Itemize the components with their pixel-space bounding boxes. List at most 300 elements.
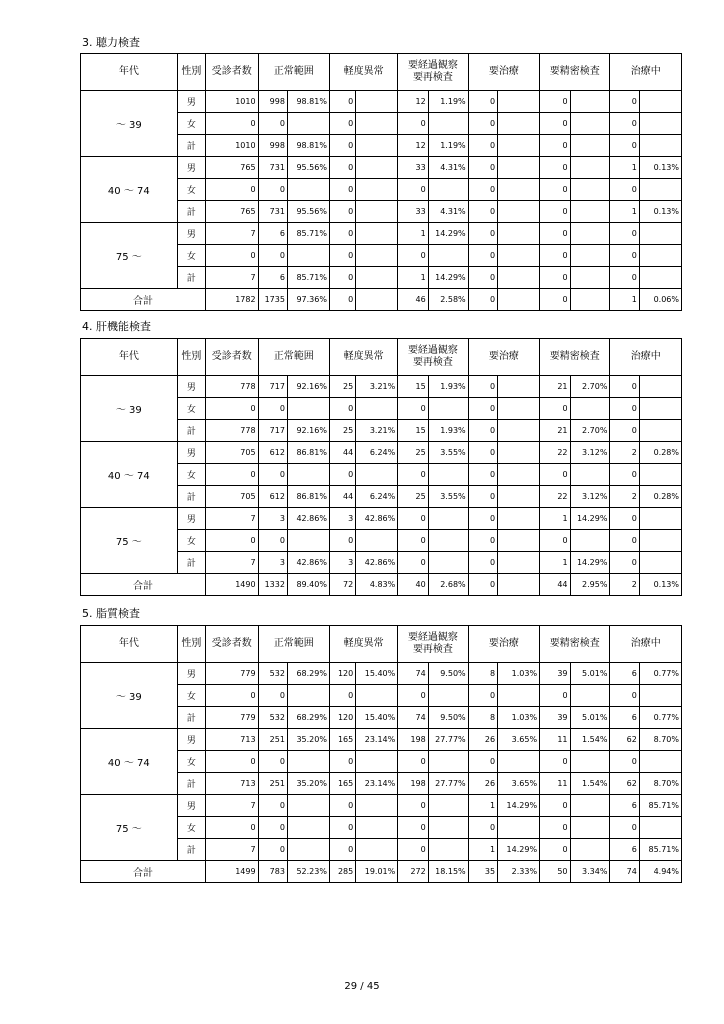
examinee-count-cell: 705 [206, 442, 259, 464]
percent-cell [428, 113, 468, 135]
percent-cell: 1.19% [428, 91, 468, 113]
count-cell: 6 [610, 707, 639, 729]
count-cell: 39 [540, 663, 570, 685]
percent-cell [570, 91, 610, 113]
percent-cell [498, 376, 540, 398]
count-cell: 198 [398, 729, 428, 751]
examinee-count-cell: 0 [206, 113, 259, 135]
count-cell: 15 [398, 376, 428, 398]
count-cell: 198 [398, 773, 428, 795]
count-cell: 0 [329, 245, 355, 267]
age-group-cell: ～ 39 [81, 376, 178, 442]
percent-cell [356, 464, 398, 486]
percent-cell [570, 398, 610, 420]
table-section [80, 625, 682, 883]
count-cell: 612 [258, 486, 287, 508]
examinee-count-cell: 765 [206, 157, 259, 179]
count-cell: 0 [258, 245, 287, 267]
count-cell: 0 [540, 398, 570, 420]
count-cell: 0 [398, 839, 428, 861]
percent-cell [498, 267, 540, 289]
age-group-cell: 40 ～ 74 [81, 157, 178, 223]
count-cell: 8 [468, 707, 497, 729]
percent-cell [570, 223, 610, 245]
percent-cell [428, 795, 468, 817]
percent-cell [428, 508, 468, 530]
count-cell: 0 [540, 289, 570, 311]
count-cell: 612 [258, 442, 287, 464]
percent-cell [570, 530, 610, 552]
count-cell: 0 [468, 245, 497, 267]
count-cell: 0 [329, 91, 355, 113]
count-cell: 1 [468, 839, 497, 861]
percent-cell [639, 135, 681, 157]
count-cell: 39 [540, 707, 570, 729]
percent-cell: 3.65% [498, 773, 540, 795]
count-cell: 731 [258, 157, 287, 179]
count-cell: 1 [540, 552, 570, 574]
sex-cell: 男 [177, 442, 205, 464]
examinee-count-cell: 778 [206, 420, 259, 442]
count-cell: 0 [468, 530, 497, 552]
percent-cell [356, 751, 398, 773]
count-cell: 0 [398, 751, 428, 773]
count-cell: 0 [540, 135, 570, 157]
percent-cell: 1.19% [428, 135, 468, 157]
count-cell: 0 [258, 795, 287, 817]
column-header: 年代 [81, 339, 178, 376]
sex-cell: 計 [177, 420, 205, 442]
count-cell: 74 [398, 663, 428, 685]
percent-cell [498, 113, 540, 135]
percent-cell: 1.93% [428, 376, 468, 398]
percent-cell: 1.03% [498, 707, 540, 729]
sex-cell: 男 [177, 508, 205, 530]
count-cell: 25 [398, 442, 428, 464]
column-header: 軽度異常 [329, 339, 397, 376]
count-cell: 0 [610, 508, 639, 530]
total-row [81, 574, 682, 596]
count-cell: 0 [329, 201, 355, 223]
percent-cell [639, 817, 681, 839]
count-cell: 25 [329, 376, 355, 398]
sex-cell: 女 [177, 113, 205, 135]
percent-cell: 85.71% [287, 267, 329, 289]
count-cell: 165 [329, 729, 355, 751]
count-cell: 26 [468, 729, 497, 751]
results-table [80, 338, 682, 596]
examinee-count-cell: 0 [206, 398, 259, 420]
percent-cell: 42.86% [287, 552, 329, 574]
count-cell: 2 [610, 486, 639, 508]
percent-cell [498, 442, 540, 464]
percent-cell [428, 530, 468, 552]
percent-cell [287, 839, 329, 861]
sex-cell: 女 [177, 464, 205, 486]
percent-cell: 2.33% [498, 861, 540, 883]
percent-cell: 0.28% [639, 442, 681, 464]
percent-cell [356, 267, 398, 289]
percent-cell: 85.71% [639, 839, 681, 861]
count-cell: 0 [540, 795, 570, 817]
count-cell: 21 [540, 376, 570, 398]
percent-cell: 92.16% [287, 420, 329, 442]
percent-cell [570, 817, 610, 839]
percent-cell [498, 223, 540, 245]
examinee-count-cell: 7 [206, 267, 259, 289]
table-row [81, 223, 682, 245]
sex-cell: 計 [177, 839, 205, 861]
percent-cell [498, 245, 540, 267]
examinee-count-cell: 779 [206, 663, 259, 685]
sex-cell: 女 [177, 751, 205, 773]
count-cell: 6 [258, 267, 287, 289]
percent-cell [570, 289, 610, 311]
percent-cell [356, 201, 398, 223]
percent-cell: 2.70% [570, 420, 610, 442]
count-cell: 11 [540, 729, 570, 751]
count-cell: 0 [468, 267, 497, 289]
percent-cell: 4.94% [639, 861, 681, 883]
count-cell: 0 [540, 157, 570, 179]
percent-cell [498, 464, 540, 486]
percent-cell: 3.21% [356, 376, 398, 398]
column-header: 正常範囲 [258, 339, 329, 376]
examinee-count-cell: 7 [206, 508, 259, 530]
percent-cell [498, 157, 540, 179]
count-cell: 44 [329, 486, 355, 508]
count-cell: 35 [468, 861, 497, 883]
examinee-count-cell: 0 [206, 464, 259, 486]
count-cell: 0 [398, 552, 428, 574]
count-cell: 0 [610, 817, 639, 839]
count-cell: 0 [468, 398, 497, 420]
examinee-count-cell: 713 [206, 773, 259, 795]
percent-cell [639, 508, 681, 530]
percent-cell: 14.29% [428, 267, 468, 289]
percent-cell: 27.77% [428, 729, 468, 751]
count-cell: 0 [540, 201, 570, 223]
percent-cell [570, 267, 610, 289]
percent-cell [570, 245, 610, 267]
results-table [80, 625, 682, 883]
count-cell: 251 [258, 773, 287, 795]
percent-cell [639, 223, 681, 245]
table-header-row [81, 626, 682, 663]
count-cell: 731 [258, 201, 287, 223]
sex-cell: 男 [177, 91, 205, 113]
percent-cell [498, 685, 540, 707]
count-cell: 0 [468, 157, 497, 179]
percent-cell [570, 685, 610, 707]
percent-cell: 14.29% [498, 839, 540, 861]
percent-cell [287, 245, 329, 267]
count-cell: 11 [540, 773, 570, 795]
count-cell: 6 [610, 839, 639, 861]
table-row [81, 91, 682, 113]
percent-cell [570, 839, 610, 861]
count-cell: 0 [468, 486, 497, 508]
count-cell: 22 [540, 486, 570, 508]
percent-cell: 15.40% [356, 707, 398, 729]
examinee-count-cell: 713 [206, 729, 259, 751]
count-cell: 532 [258, 663, 287, 685]
count-cell: 0 [329, 289, 355, 311]
count-cell: 1 [610, 201, 639, 223]
percent-cell [287, 685, 329, 707]
count-cell: 25 [329, 420, 355, 442]
count-cell: 26 [468, 773, 497, 795]
count-cell: 0 [329, 685, 355, 707]
count-cell: 285 [329, 861, 355, 883]
percent-cell [287, 817, 329, 839]
sex-cell: 男 [177, 729, 205, 751]
percent-cell: 19.01% [356, 861, 398, 883]
percent-cell [639, 685, 681, 707]
percent-cell [356, 795, 398, 817]
count-cell: 44 [540, 574, 570, 596]
column-header: 要治療 [468, 339, 539, 376]
count-cell: 50 [540, 861, 570, 883]
count-cell: 0 [398, 245, 428, 267]
count-cell: 0 [329, 839, 355, 861]
count-cell: 0 [468, 817, 497, 839]
count-cell: 0 [540, 223, 570, 245]
count-cell: 0 [610, 530, 639, 552]
count-cell: 0 [329, 398, 355, 420]
count-cell: 0 [610, 398, 639, 420]
percent-cell [356, 157, 398, 179]
count-cell: 0 [398, 179, 428, 201]
column-header: 年代 [81, 626, 178, 663]
count-cell: 0 [258, 839, 287, 861]
percent-cell [639, 91, 681, 113]
examinee-count-cell: 0 [206, 685, 259, 707]
count-cell: 0 [610, 751, 639, 773]
total-row [81, 289, 682, 311]
count-cell: 0 [258, 817, 287, 839]
count-cell: 1 [398, 223, 428, 245]
percent-cell: 92.16% [287, 376, 329, 398]
percent-cell: 15.40% [356, 663, 398, 685]
sex-cell: 女 [177, 530, 205, 552]
percent-cell: 42.86% [356, 552, 398, 574]
count-cell: 0 [468, 201, 497, 223]
count-cell: 0 [398, 464, 428, 486]
count-cell: 40 [398, 574, 428, 596]
count-cell: 0 [258, 751, 287, 773]
percent-cell [428, 398, 468, 420]
column-header: 性別 [177, 54, 205, 91]
percent-cell: 0.13% [639, 574, 681, 596]
count-cell: 22 [540, 442, 570, 464]
examinee-count-cell: 1490 [206, 574, 259, 596]
count-cell: 62 [610, 773, 639, 795]
count-cell: 0 [329, 464, 355, 486]
count-cell: 0 [610, 91, 639, 113]
total-row [81, 861, 682, 883]
examinee-count-cell: 765 [206, 201, 259, 223]
age-group-cell: 75 ～ [81, 795, 178, 861]
percent-cell [639, 113, 681, 135]
count-cell: 0 [398, 817, 428, 839]
count-cell: 0 [610, 420, 639, 442]
percent-cell [570, 179, 610, 201]
column-header: 治療中 [610, 626, 682, 663]
count-cell: 0 [468, 113, 497, 135]
column-header: 治療中 [610, 339, 682, 376]
table-row [81, 442, 682, 464]
section-title: 3. 聴力検査 [82, 36, 140, 49]
percent-cell [498, 135, 540, 157]
count-cell: 0 [468, 442, 497, 464]
count-cell: 0 [468, 289, 497, 311]
percent-cell: 27.77% [428, 773, 468, 795]
percent-cell [356, 817, 398, 839]
count-cell: 2 [610, 574, 639, 596]
percent-cell [639, 267, 681, 289]
sex-cell: 男 [177, 795, 205, 817]
percent-cell [428, 751, 468, 773]
count-cell: 25 [398, 486, 428, 508]
count-cell: 0 [468, 91, 497, 113]
percent-cell [428, 817, 468, 839]
percent-cell [498, 552, 540, 574]
percent-cell: 14.29% [570, 552, 610, 574]
count-cell: 3 [258, 552, 287, 574]
percent-cell [287, 113, 329, 135]
age-group-cell: 40 ～ 74 [81, 442, 178, 508]
percent-cell [498, 817, 540, 839]
percent-cell: 68.29% [287, 663, 329, 685]
percent-cell [356, 685, 398, 707]
count-cell: 0 [398, 398, 428, 420]
percent-cell: 4.83% [356, 574, 398, 596]
examinee-count-cell: 7 [206, 839, 259, 861]
percent-cell [428, 464, 468, 486]
percent-cell [356, 113, 398, 135]
percent-cell [428, 245, 468, 267]
percent-cell [639, 464, 681, 486]
count-cell: 33 [398, 201, 428, 223]
count-cell: 8 [468, 663, 497, 685]
count-cell: 1 [540, 508, 570, 530]
percent-cell [570, 751, 610, 773]
count-cell: 0 [258, 685, 287, 707]
age-group-cell: ～ 39 [81, 91, 178, 157]
count-cell: 0 [540, 91, 570, 113]
percent-cell [498, 508, 540, 530]
column-header: 要精密検査 [540, 626, 610, 663]
table-header-row [81, 54, 682, 91]
examinee-count-cell: 779 [206, 707, 259, 729]
count-cell: 72 [329, 574, 355, 596]
count-cell: 0 [610, 267, 639, 289]
percent-cell [428, 685, 468, 707]
percent-cell: 3.34% [570, 861, 610, 883]
column-header: 正常範囲 [258, 626, 329, 663]
percent-cell [287, 179, 329, 201]
count-cell: 0 [540, 530, 570, 552]
percent-cell: 2.95% [570, 574, 610, 596]
percent-cell: 68.29% [287, 707, 329, 729]
count-cell: 717 [258, 420, 287, 442]
count-cell: 0 [610, 135, 639, 157]
examinee-count-cell: 0 [206, 817, 259, 839]
sex-cell: 計 [177, 486, 205, 508]
table-header-row [81, 339, 682, 376]
percent-cell: 97.36% [287, 289, 329, 311]
count-cell: 33 [398, 157, 428, 179]
count-cell: 717 [258, 376, 287, 398]
percent-cell: 1.54% [570, 729, 610, 751]
percent-cell [356, 245, 398, 267]
percent-cell: 18.15% [428, 861, 468, 883]
count-cell: 62 [610, 729, 639, 751]
count-cell: 1 [398, 267, 428, 289]
sex-cell: 女 [177, 685, 205, 707]
percent-cell: 95.56% [287, 201, 329, 223]
count-cell: 0 [329, 530, 355, 552]
percent-cell: 3.12% [570, 486, 610, 508]
count-cell: 0 [468, 751, 497, 773]
percent-cell: 52.23% [287, 861, 329, 883]
count-cell: 0 [540, 685, 570, 707]
percent-cell [287, 530, 329, 552]
percent-cell: 9.50% [428, 663, 468, 685]
percent-cell [498, 91, 540, 113]
sex-cell: 女 [177, 398, 205, 420]
percent-cell: 0.13% [639, 157, 681, 179]
count-cell: 783 [258, 861, 287, 883]
percent-cell [428, 179, 468, 201]
examinee-count-cell: 1782 [206, 289, 259, 311]
table-row [81, 795, 682, 817]
percent-cell: 86.81% [287, 486, 329, 508]
percent-cell [498, 201, 540, 223]
percent-cell: 98.81% [287, 91, 329, 113]
table-row [81, 729, 682, 751]
column-header: 性別 [177, 626, 205, 663]
percent-cell [356, 530, 398, 552]
sex-cell: 計 [177, 135, 205, 157]
table-row [81, 508, 682, 530]
percent-cell [570, 135, 610, 157]
count-cell: 0 [610, 113, 639, 135]
sex-cell: 女 [177, 245, 205, 267]
count-cell: 46 [398, 289, 428, 311]
count-cell: 0 [258, 113, 287, 135]
percent-cell [570, 464, 610, 486]
percent-cell: 98.81% [287, 135, 329, 157]
percent-cell [498, 530, 540, 552]
column-header: 性別 [177, 339, 205, 376]
count-cell: 6 [258, 223, 287, 245]
percent-cell [498, 574, 540, 596]
column-header: 要経過観察 要再検査 [398, 54, 468, 91]
percent-cell [570, 113, 610, 135]
sex-cell: 計 [177, 773, 205, 795]
age-group-cell: 75 ～ [81, 508, 178, 574]
examinee-count-cell: 1010 [206, 135, 259, 157]
age-group-cell: 75 ～ [81, 223, 178, 289]
total-label: 合計 [81, 289, 206, 311]
percent-cell [498, 179, 540, 201]
percent-cell: 3.21% [356, 420, 398, 442]
percent-cell [570, 795, 610, 817]
count-cell: 0 [258, 530, 287, 552]
examinee-count-cell: 7 [206, 223, 259, 245]
